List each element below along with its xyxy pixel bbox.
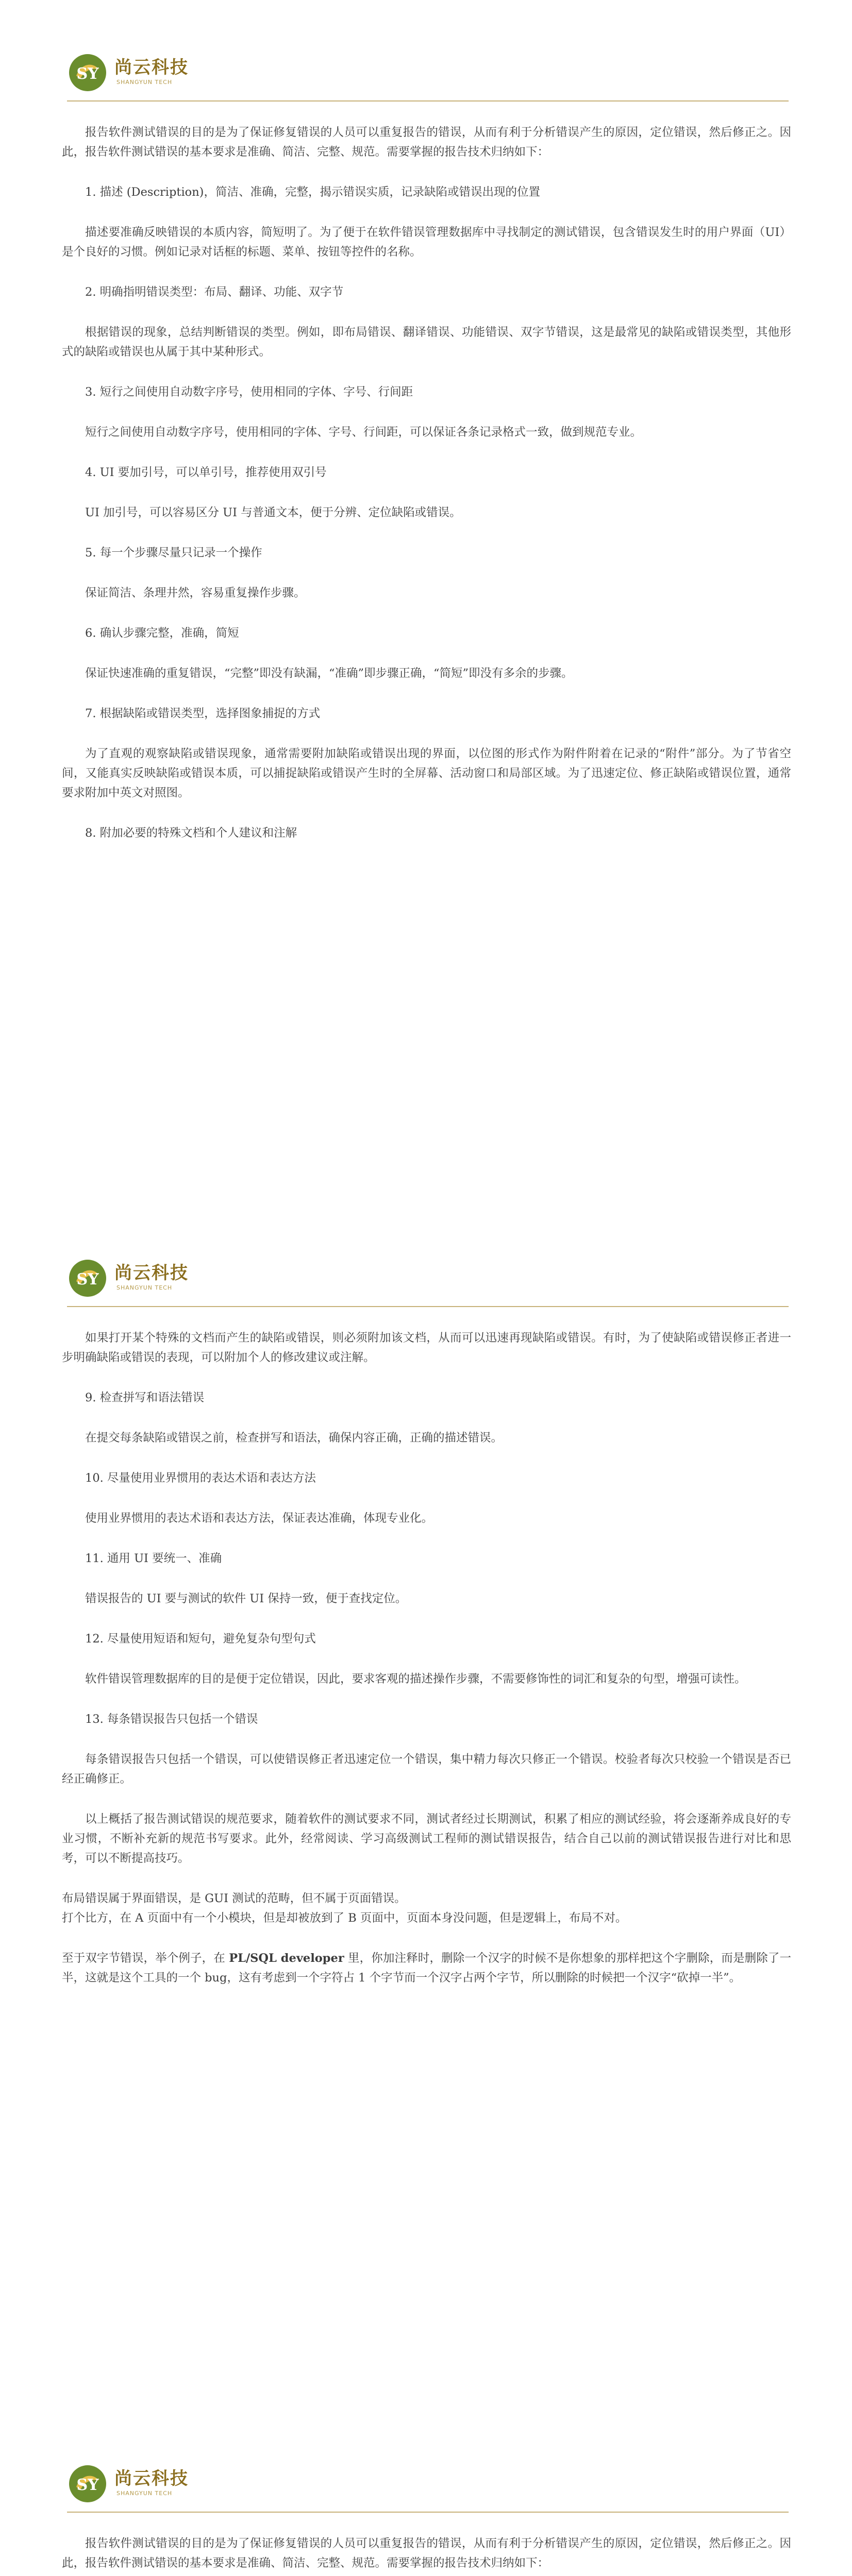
brand-subtitle: SHANGYUN TECH	[116, 79, 173, 86]
document-page-1	[0, 0, 852, 1206]
brand-name: 尚云科技	[114, 2468, 189, 2489]
header-divider	[67, 1306, 789, 1307]
shangyun-logo-icon	[67, 2463, 108, 2504]
header-divider	[67, 100, 789, 101]
brand-name: 尚云科技	[114, 57, 189, 78]
section-heading-4: 4. UI 要加引号，可以单引号，推荐使用双引号	[85, 466, 327, 479]
section-heading-5: 5. 每一个步骤尽量只记录一个操作	[85, 546, 262, 560]
shangyun-logo-icon	[67, 1258, 108, 1299]
section-text-4: UI 加引号，可以容易区分 UI 与普通文本，便于分辨、定位缺陷或错误。	[85, 506, 461, 519]
double-byte-text-post: 里，你加注释时，删除一个汉字的时候不是你想象的那样把这个字删除，而是删除了一半，这就是这个工具的一个 bug，这有考虑到一个字符占 1 个字节而一个汉字占两个字节，所以删除的时候把一个汉字“砍掉一半”。	[62, 1952, 792, 1985]
section-text-7: 为了直观的观察缺陷或错误现象，通常需要附加缺陷或错误出现的界面，以位图的形式作为附件附着在记录的“附件”部分。为了节省空间，又能真实反映缺陷或错误本质，可以捕捉缺陷或错误产生时的全屏幕、活动窗口和局部区域。为了迅速定位、修正缺陷或错误位置，通常要求附加中英文对照图。	[62, 747, 791, 800]
section-text-3: 短行之间使用自动数字序号，使用相同的字体、字号、行间距，可以保证各条记录格式一致，做到规范专业。	[85, 426, 642, 439]
section-text-12: 软件错误管理数据库的目的是便于定位错误，因此，要求客观的描述操作步骤，不需要修饰性的词汇和复杂的句型，增强可读性。	[85, 1672, 746, 1686]
page-header	[67, 1255, 789, 1311]
double-byte-error-example	[62, 1948, 791, 1988]
section-heading-1: 1. 描述 (Description)，简洁、准确，完整，揭示错误实质，记录缺陷或错误出现的位置	[85, 185, 540, 199]
header-divider	[67, 2512, 789, 2513]
intro-paragraph: 报告软件测试错误的目的是为了保证修复错误的人员可以重复报告的错误，从而有利于分析错误产生的原因，定位错误，然后修正之。因此，报告软件测试错误的基本要求是准确、简洁、完整、规范。需要掌握的报告技术归纳如下：	[62, 2537, 791, 2570]
layout-error-note: 布局错误属于界面错误，是 GUI 测试的范畴，但不属于页面错误。	[62, 1892, 406, 1905]
section-heading-9: 9. 检查拼写和语法错误	[85, 1391, 205, 1404]
brand-subtitle: SHANGYUN TECH	[116, 1284, 173, 1291]
layout-error-example: 打个比方，在 A 页面中有一个小模块，但是却被放到了 B 页面中，页面本身没问题，但是逻辑上，布局不对。	[62, 1911, 627, 1925]
section-text-11: 错误报告的 UI 要与测试的软件 UI 保持一致，便于查找定位。	[85, 1592, 407, 1605]
section-text-9: 在提交每条缺陷或错误之前，检查拼写和语法，确保内容正确，正确的描述错误。	[85, 1431, 503, 1445]
section-heading-8: 8. 附加必要的特殊文档和个人建议和注解	[85, 826, 297, 840]
brand-name: 尚云科技	[114, 1263, 189, 1283]
page-3-body	[62, 2534, 791, 2576]
section-text-6: 保证快速准确的重复错误，“完整”即没有缺漏，“准确”即步骤正确，“简短”即没有多余的步骤。	[85, 667, 573, 680]
page-1-body	[62, 123, 791, 863]
brand-subtitle: SHANGYUN TECH	[116, 2490, 173, 2497]
section-heading-2: 2. 明确指明错误类型：布局、翻译、功能、双字节	[85, 285, 344, 299]
section-text-13: 每条错误报告只包括一个错误，可以使错误修正者迅速定位一个错误，集中精力每次只修正一个错误。校验者每次只校验一个错误是否已经正确修正。	[62, 1753, 791, 1786]
tool-name: PL/SQL developer	[229, 1952, 344, 1965]
double-byte-text-pre: 至于双字节错误，举个例子，在	[62, 1952, 229, 1965]
section-heading-10: 10. 尽量使用业界惯用的表达术语和表达方法	[85, 1471, 316, 1485]
section-text-2: 根据错误的现象，总结判断错误的类型。例如，即布局错误、翻译错误、功能错误、双字节错误，这是最常见的缺陷或错误类型，其他形式的缺陷或错误也从属于其中某种形式。	[62, 326, 791, 359]
document-page-3	[0, 2411, 852, 2576]
section-heading-7: 7. 根据缺陷或错误类型，选择图象捕捉的方式	[85, 707, 321, 720]
shangyun-logo-icon	[67, 52, 108, 93]
section-heading-6: 6. 确认步骤完整，准确，简短	[85, 626, 239, 640]
section-text-1: 描述要准确反映错误的本质内容，简短明了。为了便于在软件错误管理数据库中寻找制定的测试错误，包含错误发生时的用户界面（UI）是个良好的习惯。例如记录对话框的标题、菜单、按钮等控件的名称。	[62, 226, 791, 259]
section-heading-13: 13. 每条错误报告只包括一个错误	[85, 1713, 258, 1726]
section-text-10: 使用业界惯用的表达术语和表达方法，保证表达准确，体现专业化。	[85, 1512, 433, 1525]
section-heading-11: 11. 通用 UI 要统一、准确	[85, 1552, 222, 1565]
section-text-8: 如果打开某个特殊的文档而产生的缺陷或错误，则必须附加该文档，从而可以迅速再现缺陷或错误。有时，为了使缺陷或错误修正者进一步明确缺陷或错误的表现，可以附加个人的修改建议或注解。	[62, 1331, 791, 1364]
page-2-body	[62, 1328, 791, 2008]
intro-paragraph: 报告软件测试错误的目的是为了保证修复错误的人员可以重复报告的错误，从而有利于分析错误产生的原因，定位错误，然后修正之。因此，报告软件测试错误的基本要求是准确、简洁、完整、规范。需要掌握的报告技术归纳如下：	[62, 126, 791, 159]
section-heading-3: 3. 短行之间使用自动数字序号，使用相同的字体、字号、行间距	[85, 385, 413, 399]
section-text-5: 保证简洁、条理井然，容易重复操作步骤。	[85, 586, 306, 600]
page-header	[67, 49, 789, 106]
svg-text:SY: SY	[76, 65, 99, 83]
summary-paragraph: 以上概括了报告测试错误的规范要求，随着软件的测试要求不同，测试者经过长期测试，积累了相应的测试经验，将会逐渐养成良好的专业习惯，不断补充新的规范书写要求。此外，经常阅读、学习高级测试工程师的测试错误报告，结合自己以前的测试错误报告进行对比和思考，可以不断提高技巧。	[62, 1812, 791, 1865]
page-header	[67, 2460, 789, 2517]
svg-text:SY: SY	[76, 1270, 99, 1289]
document-page-2	[0, 1206, 852, 2411]
section-heading-12: 12. 尽量使用短语和短句，避免复杂句型句式	[85, 1632, 316, 1646]
svg-text:SY: SY	[76, 2476, 99, 2494]
